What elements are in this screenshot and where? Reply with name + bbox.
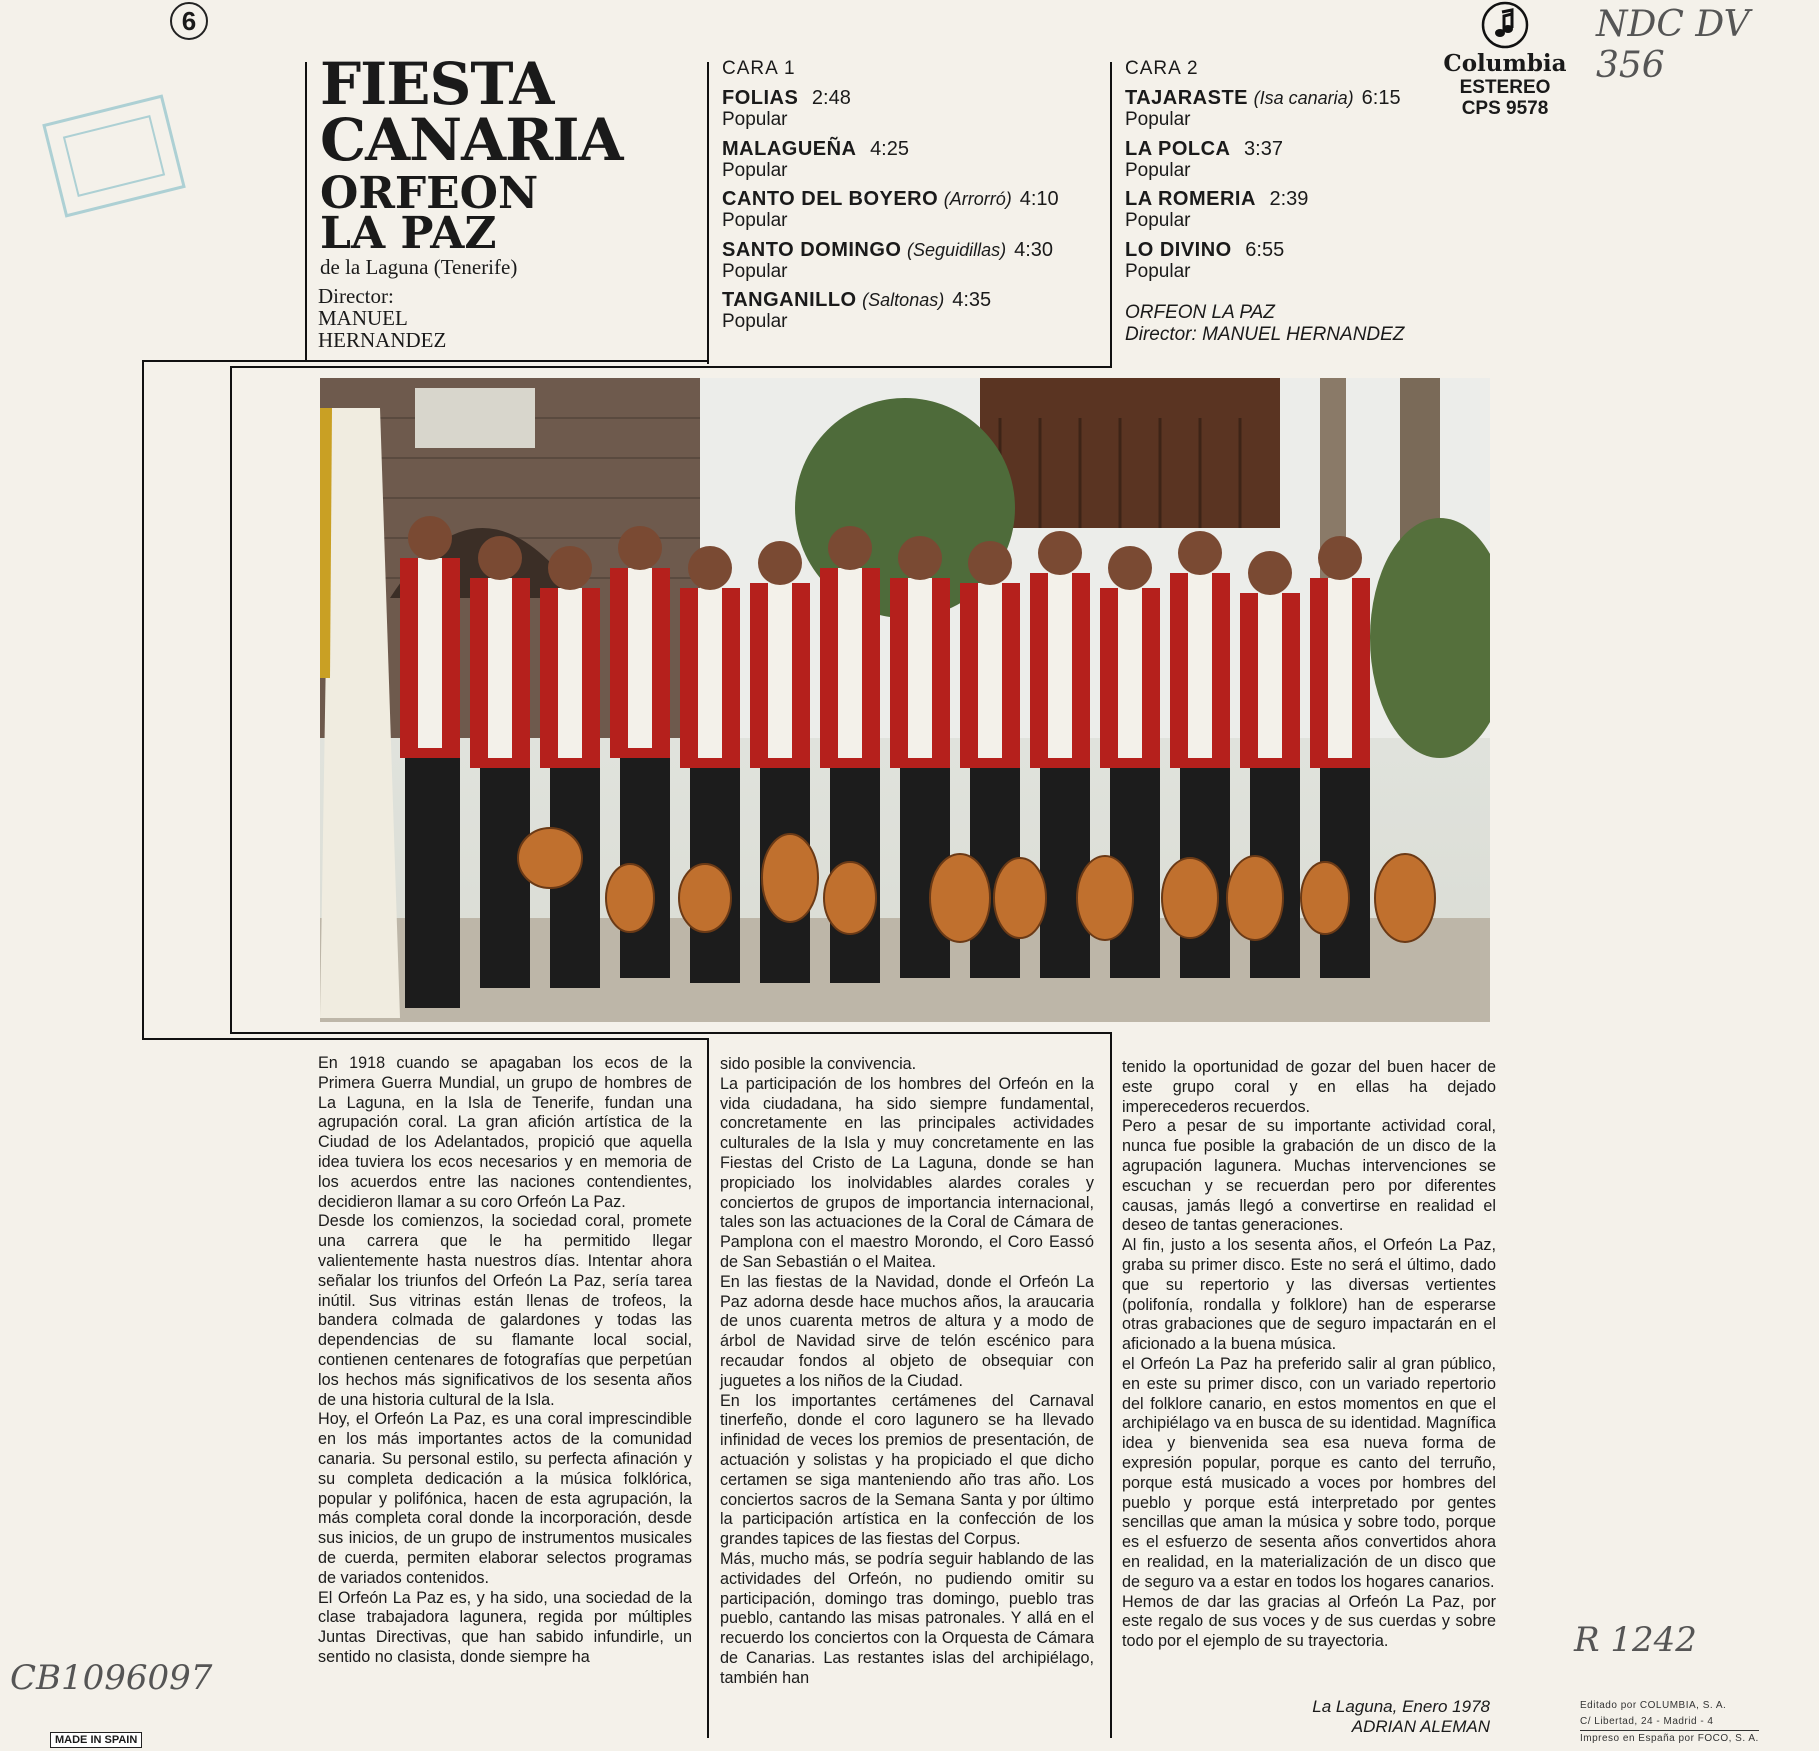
audio-format: ESTEREO <box>1459 77 1551 98</box>
frame-line <box>1110 1032 1112 1738</box>
music-note-icon <box>1480 0 1530 50</box>
frame-line <box>707 62 709 364</box>
side-1-heading: CARA 1 <box>722 58 796 79</box>
track-item: FOLIAS 2:48 Popular <box>722 87 851 130</box>
track-item: SANTO DOMINGO (Seguidillas) 4:30 Popular <box>722 239 1054 282</box>
frame-line <box>142 360 144 1040</box>
frame-line <box>1110 62 1112 368</box>
record-label-block <box>1440 0 1570 119</box>
liner-notes-column-1: En 1918 cuando se apagaban los ecos de la Primera Guerra Mundial, un grupo de hombres de La Laguna, en la Isla de Tenerife, fundan una agrupación coral. La gran afición artística de la Ciudad de los Adelantados, propició que aquella idea tuviera los ecos necesarios y en memoria de los acuerdos entre las naciones contendientes, decidieron llamar a su coro Orfeón La Paz. Desde los comienzos, la sociedad coral, promete una carrera que le ha permitido llegar valientemente hasta nuestros días. Intentar ahora señalar los triunfos del Orfeón La Paz, sería tarea inútil. Sus vitrinas están llenas de trofeos, la bandera colmada de galardones y todas las dependencias de su flamante local social, contienen centenares de fotografías que perpetúan los hechos más significativos de los sesenta años de una historia cultural de la Isla. Hoy, el Orfeón La Paz, es una coral imprescindible en los más importantes actos de la comunidad canaria. Su personal estilo, su perfecta afinación y su completa dedicación a la música folklórica, popular y polifónica, hacen de esta agrupación, la más completa coral donde la incorporación, desde sus inicios, de un grupo de instrumentos musicales de cuerda, permiten elaborar selectos programas de variados contenidos. El Orfeón La Paz es, y ha sido, una sociedad de la clase trabajadora lagunera, regida por múltiples Juntas Directivas, que han sabido infundirle, un sentido no clasista, donde siempre ha <box>318 1054 692 1666</box>
frame-line <box>142 1038 708 1040</box>
side-2-heading: CARA 2 <box>1125 58 1199 79</box>
frame-line <box>230 366 1112 368</box>
liner-notes-column-3: tenido la oportunidad de gozar del buen hacer de este grupo coral y en ellas ha dejado imperecederos recuerdos. Pero a pesar de su importante actividad coral, nunca fue posible la grabación de un disco de la agrupación lagunera. Muchas intervenciones se escuchan y se recuerdan pero por diferentes causas, jamás llegó a convertirse en realidad el deseo de tantas generaciones. Al fin, justo a los sesenta años, el Orfeón La Paz, graba su primer disco. Este no será el último, dado que su repertorio y las diversas vertientes (polifonía, rondalla y folklore) han de esperarse otras grabaciones que de seguro impactarán en el aficionado a la buena música. el Orfeón La Paz ha preferido salir al gran público, en este su primer disco, con un variado repertorio del folklore canario, en estos momentos en que el archipiélago va en busca de su identidad. Magnífica idea y bienvenida sea esa nueva forma de expresión popular, porque es canto del terruño, porque está musicado a voces por hombres del pueblo y porque está interpretado por gentes sencillas que aman la música y sobre todo, porque es el esfuerzo de sesenta años convertidos ahora en realidad, en la materialización de un disco que de seguro va a estar en todos los hogares canarios. Hemos de dar las gracias al Orfeón La Paz, por este regalo de sus voces y de sus cuerdas y sobre todo por el ejemplo de su trayectoria. <box>1122 1058 1496 1651</box>
publisher-info: Editado por COLUMBIA, S. A. C/ Libertad, 24 - Madrid - 4 Impreso en España por FOCO, S. A. <box>1580 1698 1759 1747</box>
frame-line <box>142 360 709 362</box>
artist-name: ORFEON LA PAZ <box>320 168 539 259</box>
album-title: FIESTA CANARIA <box>320 50 623 174</box>
frame-line <box>230 366 232 1034</box>
liner-notes-column-2: sido posible la convivencia. La participación de los hombres del Orfeón en la vida ciudadana, ha sido siempre fundamental, concretamente en las principales actividades culturales de la Isla y muy concretamente en las Fiestas del Cristo de La Laguna, donde se han propiciado los inolvidables alardes corales y conciertos de grupos de importancia internacional, tales son las actuaciones de la Coral de Cámara de Pamplona con el maestro Morondo, el Coro Eassó de San Sebastián o el Maitea. En las fiestas de la Navidad, donde el Orfeón La Paz adorna desde hace muchos años, la araucaria de unos cuarenta metros de altura y a modo de árbol de Navidad sirve de telón escénico para recaudar fondos al objeto de obsequiar con juguetes a los niños de la Ciudad. En los importantes certámenes del Carnaval tinerfeño, donde el coro lagunero se ha llevado infinidad de veces los premios de presentación, de actuación y solistas y ha propiciado el que dicho certamen se siga manteniendo año tras año. Los conciertos sacros de la Semana Santa y por último la participación artística en la confección de los grandes tapices de las fiestas del Corpus. Más, mucho más, se podría seguir hablando de las actividades del Orfeón, no pudiendo omitir su participación, domingo tras domingo, pueblo tras pueblo, cantando las misas patronales. Y allá en el recuerdo los conciertos con la Orquesta de Cámara de Canarias. Las restantes islas del archipiélago, también han <box>720 1055 1094 1687</box>
frame-line <box>707 1038 709 1738</box>
track-item: TANGANILLO (Saltonas) 4:35 Popular <box>722 289 992 332</box>
label-name: Columbia <box>1443 50 1567 77</box>
frame-line <box>230 1032 1110 1034</box>
artist-origin: de la Laguna (Tenerife) <box>320 255 518 279</box>
catalog-number: CPS 9578 <box>1461 98 1549 119</box>
side-number-badge: 6 <box>170 2 208 40</box>
library-stamp <box>42 94 186 217</box>
author-signoff: La Laguna, Enero 1978 ADRIAN ALEMAN <box>1312 1697 1490 1736</box>
track-item: MALAGUEÑA 4:25 Popular <box>722 138 909 181</box>
photo-illustration <box>320 378 1490 1022</box>
track-item: LA POLCA 3:37 Popular <box>1125 138 1283 181</box>
handwritten-reference-note: R 1242 <box>1574 1620 1697 1660</box>
performer-credit: ORFEON LA PAZ Director: MANUEL HERNANDEZ <box>1125 302 1405 345</box>
director-credit: Director: MANUEL HERNANDEZ <box>318 284 447 352</box>
track-item: LA ROMERIA 2:39 Popular <box>1125 188 1309 231</box>
track-item: CANTO DEL BOYERO (Arrorró) 4:10 Popular <box>722 188 1059 231</box>
track-item: TAJARASTE (Isa canaria) 6:15 Popular <box>1125 87 1401 130</box>
handwritten-catalog-note: NDC DV 356 <box>1596 4 1750 86</box>
handwritten-inventory-note: CB1096097 <box>10 1658 213 1698</box>
frame-line <box>305 62 307 362</box>
made-in-label: MADE IN SPAIN <box>50 1732 142 1748</box>
choir-group-photo <box>320 378 1490 1022</box>
track-item: LO DIVINO 6:55 Popular <box>1125 239 1285 282</box>
